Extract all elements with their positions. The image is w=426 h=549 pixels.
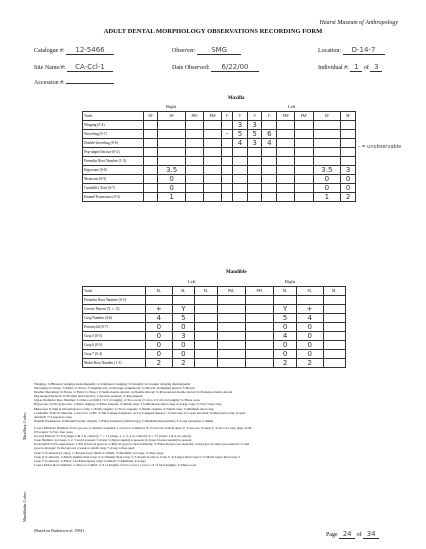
maxilla-score-cell[interactable]: [222, 148, 233, 157]
maxilla-score-cell[interactable]: [185, 157, 203, 166]
code-line: groove stronger; 6=2nd groove a weak or small cusp; 7=Cusp w/free apex: [34, 446, 135, 451]
site-value[interactable]: CA-Ccl-1: [67, 63, 113, 72]
code-line: Winging: 1=Bilateral winging mesiolingually; 2=Unilateral winging; 3=Straight; 4=Counter winging distolingually: [34, 382, 191, 386]
mandible-score-cell[interactable]: +: [146, 305, 173, 314]
individual-label: Individual #:: [318, 65, 349, 71]
maxilla-score-cell[interactable]: [277, 157, 295, 166]
maxilla-score-cell[interactable]: [158, 121, 186, 130]
maxilla-header-row: [83, 112, 356, 121]
mandible-score-cell[interactable]: 0: [172, 350, 194, 359]
mandible-row-label: Protostylid (0-7): [83, 323, 146, 332]
mandible-score-cell[interactable]: 0: [274, 323, 296, 332]
mandible-col-header: M₃: [323, 287, 345, 296]
maxilla-score-cell[interactable]: [204, 148, 222, 157]
maxilla-score-cell[interactable]: 4: [233, 139, 248, 148]
date-field: [172, 63, 259, 72]
maxillary-codes: [34, 382, 246, 423]
mandible-score-cell[interactable]: 0: [146, 332, 173, 341]
table-row: [83, 193, 356, 202]
maxilla-score-cell[interactable]: 0: [313, 184, 341, 193]
maxilla-row-label: Hypocone (0-6): [83, 166, 144, 175]
code-line: Cusp 5: 0=Absent (4 only); 1=Present/very small; 2=Small; 3=Medium; 4=Large; 5=Very large: [34, 450, 164, 455]
mandible-score-cell[interactable]: Y: [274, 305, 296, 314]
mandible-score-cell[interactable]: 0: [146, 341, 173, 350]
maxilla-col-header: I¹: [247, 112, 262, 121]
maxilla-score-cell[interactable]: [313, 130, 341, 139]
maxilla-score-cell[interactable]: [341, 139, 356, 148]
code-line: Groove Pattern: Y=Y4 (cusps 2 & 3 in contact); + = +4 (cusps 1, 2, 3, 4 in contact); X = +5 (cusps 1 & 4 in contact): [34, 434, 192, 439]
table-row: [83, 157, 356, 166]
table-row: [83, 175, 356, 184]
date-value[interactable]: 6/22/00: [211, 63, 259, 72]
maxilla-row-label: Enamel Extensions (0-3): [83, 193, 144, 202]
mandible-score-cell[interactable]: 0: [296, 350, 323, 359]
maxilla-score-cell[interactable]: [158, 148, 186, 157]
maxilla-score-cell[interactable]: [277, 139, 295, 148]
maxilla-score-cell[interactable]: [144, 184, 158, 193]
code-line: Cusp Number: 4=Cusps 1, 2, 3 and 4 present; 5=Cusp 5 (hypoconulid) is present; 6=Cusp 6 (entoconulid) is present: [34, 438, 192, 443]
maxilla-score-cell[interactable]: [313, 121, 341, 130]
individual-total[interactable]: 3: [370, 63, 382, 72]
maxilla-score-cell[interactable]: [341, 121, 356, 130]
maxilla-score-cell[interactable]: -: [222, 130, 233, 139]
code-line: Carabelli's Trait: 0=Smooth; 1=Groove; 2=Pit; 3=Sm Y-shaped depress.; 4=Lg Y-shaped depress.; 5=Sm cusp w/o apex attached; 6=Med-sized cusp w/apex: [34, 410, 246, 415]
maxilla-title: Maxilla: [228, 96, 245, 101]
maxilla-score-cell[interactable]: [277, 193, 295, 202]
mandible-score-cell[interactable]: [245, 332, 273, 341]
code-line: Cusp 7: 0=Absent; 1=Faint; 1A=Faint tipless cusp; 2=Small; 3=Medium; 4=Large: [34, 458, 146, 463]
maxilla-side-note: - = unobservable: [358, 144, 402, 150]
mandible-score-cell[interactable]: [296, 296, 323, 305]
maxilla-score-cell[interactable]: [295, 121, 313, 130]
mandible-col-header: Tooth: [83, 287, 146, 296]
maxilla-score-cell[interactable]: [204, 139, 222, 148]
mandible-score-cell[interactable]: 4: [296, 314, 323, 323]
table-row: [83, 121, 356, 130]
maxilla-score-cell[interactable]: [341, 157, 356, 166]
maxilla-score-cell[interactable]: [262, 121, 277, 130]
maxilla-score-cell[interactable]: [144, 139, 158, 148]
maxilla-score-cell[interactable]: 1: [158, 193, 186, 202]
maxilla-score-cell[interactable]: [295, 166, 313, 175]
mandible-score-cell[interactable]: [245, 350, 273, 359]
code-line: Hypocone: 0=No hypocone; 1=Faint ridging; 2=Faint cuspule; 3=Small cusp; 3.5=Moderate-sized cusp; 4=Large cusp; 5=Very large cusp: [34, 402, 222, 407]
maxilla-score-cell[interactable]: [144, 148, 158, 157]
mandible-score-cell[interactable]: [217, 305, 245, 314]
mandible-row-label: Cusp 6 (0-5): [83, 341, 146, 350]
maxilla-score-cell[interactable]: [204, 175, 222, 184]
mandible-score-cell[interactable]: [217, 350, 245, 359]
maxilla-score-cell[interactable]: [295, 130, 313, 139]
code-line: Lower Molar Root Number: 1=One root (bifid <1/3 of length); 2=Two roots (>1/4 to 1/3 of total length); 3=Three roots: [34, 462, 197, 467]
mandible-score-cell[interactable]: [172, 296, 194, 305]
maxilla-score-cell[interactable]: [144, 130, 158, 139]
maxilla-score-cell[interactable]: 3: [233, 121, 248, 130]
mandible-row-label: Groove Pattern (Y, +, X): [83, 305, 146, 314]
code-line: Peg-shaped Incisors: 0=Normal sized incisor; 1=Incisor reduced; 2=Peg-shaped: [34, 394, 143, 399]
maxilla-score-cell[interactable]: [262, 184, 277, 193]
mandible-row-label: Cusp Number (4-6): [83, 314, 146, 323]
table-row: [83, 314, 346, 323]
maxilla-score-cell[interactable]: [313, 139, 341, 148]
mandible-score-cell[interactable]: +: [296, 305, 323, 314]
maxilla-row-label: Metacone (0-5): [83, 175, 144, 184]
maxilla-score-cell[interactable]: 0: [341, 184, 356, 193]
mandible-title: Mandible: [226, 270, 247, 275]
maxilla-score-cell[interactable]: 4: [262, 139, 277, 148]
maxilla-left-label: Left: [288, 104, 296, 109]
individual-value[interactable]: 1: [350, 63, 362, 72]
mandible-col-header: M₂: [172, 287, 194, 296]
maxilla-score-cell[interactable]: [222, 139, 233, 148]
maxilla-score-cell[interactable]: [204, 193, 222, 202]
mandible-score-cell[interactable]: [323, 314, 345, 323]
table-row: [83, 130, 356, 139]
maxilla-col-header: M¹: [313, 112, 341, 121]
maxilla-score-cell[interactable]: [295, 175, 313, 184]
maxilla-score-cell[interactable]: [247, 184, 262, 193]
mandible-col-header: M₃: [146, 287, 173, 296]
code-line: attached; 7=Large free cusp: [34, 414, 72, 419]
maxilla-col-header: M²: [144, 112, 158, 121]
mandible-row-label: Cusp 7 (0-4): [83, 350, 146, 359]
maxilla-score-cell[interactable]: [144, 193, 158, 202]
mandible-header-row: [83, 287, 346, 296]
maxilla-score-cell[interactable]: 2: [341, 193, 356, 202]
maxilla-score-cell[interactable]: 0: [341, 175, 356, 184]
mandible-left-label: Left: [188, 279, 196, 284]
maxilla-score-cell[interactable]: [144, 157, 158, 166]
observer-label: Observer:: [172, 48, 196, 54]
maxilla-row-label: Shoveling (0-7): [83, 130, 144, 139]
mandible-col-header: M₂: [296, 287, 323, 296]
accession-label: Accession #:: [34, 80, 65, 86]
maxilla-score-cell[interactable]: [144, 121, 158, 130]
mandible-score-cell[interactable]: [217, 332, 245, 341]
maxilla-score-cell[interactable]: [295, 139, 313, 148]
mandible-score-cell[interactable]: 2: [296, 359, 323, 368]
maxilla-score-cell[interactable]: [158, 157, 186, 166]
accession-value[interactable]: [66, 83, 114, 84]
maxilla-row-label: Premolar Root Number (1-3): [83, 157, 144, 166]
site-field: [34, 63, 113, 72]
page-value[interactable]: 24: [339, 530, 355, 539]
mandible-score-cell[interactable]: [323, 332, 345, 341]
maxilla-row-label: Peg-shaped Incisor (0-2): [83, 148, 144, 157]
mandible-score-cell[interactable]: [323, 305, 345, 314]
maxilla-score-cell[interactable]: [247, 193, 262, 202]
maxilla-col-header: PM²: [295, 112, 313, 121]
maxilla-col-header: M²: [341, 112, 356, 121]
maxilla-score-cell[interactable]: [262, 166, 277, 175]
maxilla-col-header: I¹: [233, 112, 248, 121]
code-line: Upper Premolar Root Number: 1=One root (bifid <1/3 of length); 2=Two roots (>1/4 to 1/3 of total length); 3=Three roots: [34, 398, 200, 403]
mandible-score-cell[interactable]: [274, 296, 296, 305]
code-line: Protostylid: 0=No expression; 1=Pit in buccal groove; 2=Buccal groove curved distally; 3=Faint 2nd groove mesially; 4=2nd groove more pronounced; 5=2nd: [34, 442, 250, 447]
maxilla-col-header: I²: [222, 112, 233, 121]
mandible-score-cell[interactable]: 4: [146, 314, 173, 323]
code-line: Shoveling: 0=None; 1=Faint; 2=Trace; 3=Semishovel; 4=Stronger semishovel; 5=Shovel; 6=Marked shovel; 7=Barrel: [34, 386, 195, 391]
mandible-score-cell[interactable]: [195, 359, 217, 368]
code-line: Lower PM Root Number: 0=No groove or shallow/rounded; 1=Groove w/shallow V; 2=Groove w/mod deep V; 3=Groove w/deep V; 4=Groove very deep on M: [34, 426, 252, 430]
table-row: [83, 305, 346, 314]
table-row: [83, 296, 346, 305]
mandibular-codes-label: Mandibular Codes:: [22, 491, 27, 522]
mandible-score-cell[interactable]: [245, 296, 273, 305]
mandible-score-cell[interactable]: [195, 323, 217, 332]
maxilla-score-cell[interactable]: [185, 139, 203, 148]
code-line: Cusp 6: 0=Absent; 1=Much smaller than Cusp 5; 2=Smaller than Cusp 5; 3=Equal in size to Cusp 5; 4=Larger than Cusp 5; 5=Much larger than Cusp 5: [34, 454, 240, 459]
maxilla-score-cell[interactable]: [185, 121, 203, 130]
maxilla-score-cell[interactable]: [313, 148, 341, 157]
mandible-score-cell[interactable]: [217, 323, 245, 332]
maxilla-score-cell[interactable]: 5: [233, 130, 248, 139]
catalogue-value[interactable]: 12-5466: [66, 46, 114, 55]
mandible-score-cell[interactable]: Y: [172, 305, 194, 314]
mandible-score-cell[interactable]: [217, 314, 245, 323]
maxillary-codes-label: Maxillary Codes:: [22, 412, 27, 440]
maxilla-score-cell[interactable]: 3: [341, 166, 356, 175]
maxilla-score-cell[interactable]: [341, 148, 356, 157]
mandible-score-cell[interactable]: 0: [274, 341, 296, 350]
mandible-col-header: M₁: [274, 287, 296, 296]
maxilla-score-cell[interactable]: [222, 166, 233, 175]
maxilla-score-cell[interactable]: [295, 148, 313, 157]
catalogue-field: [34, 46, 114, 55]
maxilla-col-header: PM¹: [277, 112, 295, 121]
mandible-score-cell[interactable]: [245, 314, 273, 323]
code-line: Double Shoveling: 0=None; 1=Faint; 2=Trace; 3=Semi-double shovel; 4=Double shovel; 5=Pronounced double shovel; 6=Extreme double shovel: [34, 390, 233, 395]
mandible-col-header: PM₂: [217, 287, 245, 296]
maxilla-score-cell[interactable]: 6: [262, 130, 277, 139]
maxilla-score-cell[interactable]: [185, 184, 203, 193]
mandible-score-cell[interactable]: [217, 296, 245, 305]
table-row: [83, 139, 356, 148]
maxilla-score-cell[interactable]: [204, 184, 222, 193]
mandible-score-cell[interactable]: [217, 341, 245, 350]
date-label: Date Observed:: [172, 65, 210, 71]
maxilla-score-cell[interactable]: [222, 121, 233, 130]
maxilla-score-cell[interactable]: [158, 130, 186, 139]
mandible-score-cell[interactable]: [245, 305, 273, 314]
maxilla-score-cell[interactable]: 1: [313, 193, 341, 202]
maxilla-score-cell[interactable]: [277, 121, 295, 130]
maxilla-row-label: Double-shoveling (0-6): [83, 139, 144, 148]
mandible-score-cell[interactable]: [323, 323, 345, 332]
maxilla-score-cell[interactable]: [277, 166, 295, 175]
accession-field: [34, 80, 114, 86]
mandible-score-cell[interactable]: 2: [146, 359, 173, 368]
maxilla-score-cell[interactable]: [204, 166, 222, 175]
table-row: [83, 341, 346, 350]
maxilla-score-cell[interactable]: [222, 157, 233, 166]
form-title: ADULT DENTAL MORPHOLOGY OBSERVATIONS RECORDING FORM: [103, 28, 323, 35]
maxilla-score-cell[interactable]: [341, 130, 356, 139]
page-field: [326, 530, 379, 539]
museum-name: Hearst Museum of Anthropology: [319, 20, 398, 26]
observer-field: [172, 46, 241, 55]
maxilla-score-cell[interactable]: [247, 166, 262, 175]
citation: (Based on Buikstra et al. 1994): [34, 528, 84, 533]
maxilla-right-label: Right: [166, 104, 177, 109]
mandible-col-header: M₁: [195, 287, 217, 296]
maxilla-col-header: PM¹: [204, 112, 222, 121]
table-row: [83, 350, 346, 359]
mandible-score-cell[interactable]: 5: [172, 314, 194, 323]
table-row: [83, 184, 356, 193]
maxilla-score-cell[interactable]: [233, 193, 248, 202]
maxilla-score-cell[interactable]: [295, 193, 313, 202]
table-row: [83, 323, 346, 332]
mandible-score-cell[interactable]: [195, 341, 217, 350]
mandible-score-cell[interactable]: 5: [274, 314, 296, 323]
maxilla-score-cell[interactable]: 0: [158, 175, 186, 184]
maxilla-col-header: M¹: [158, 112, 186, 121]
individual-of: of: [363, 65, 369, 71]
maxilla-score-cell[interactable]: [144, 166, 158, 175]
mandible-score-cell[interactable]: 0: [296, 332, 323, 341]
table-row: [83, 166, 356, 175]
maxilla-score-cell[interactable]: [262, 193, 277, 202]
mandible-score-cell[interactable]: [146, 296, 173, 305]
maxilla-score-cell[interactable]: [247, 148, 262, 157]
mandible-score-cell[interactable]: [323, 359, 345, 368]
maxilla-score-cell[interactable]: 5: [247, 130, 262, 139]
mandible-score-cell[interactable]: 0: [146, 323, 173, 332]
maxilla-score-cell[interactable]: [204, 121, 222, 130]
maxilla-score-cell[interactable]: [295, 184, 313, 193]
maxilla-col-header: I²: [262, 112, 277, 121]
maxilla-score-cell[interactable]: [233, 148, 248, 157]
mandible-score-cell[interactable]: [195, 332, 217, 341]
maxilla-score-cell[interactable]: [185, 130, 203, 139]
site-label: Site Name/#:: [34, 65, 66, 71]
mandible-score-cell[interactable]: [323, 296, 345, 305]
maxilla-score-cell[interactable]: [233, 157, 248, 166]
code-line: Enamel Extensions: 0=Enamel border straight; 1=Faint extension (1mm long); 2=Medium-sized (2mm); 3=Long extension (>4mm): [34, 418, 214, 423]
mandible-score-cell[interactable]: 4: [274, 332, 296, 341]
mandible-score-cell[interactable]: 0: [146, 350, 173, 359]
maxilla-score-cell[interactable]: [185, 148, 203, 157]
catalogue-label: Catalogue #:: [34, 48, 65, 54]
maxilla-score-cell[interactable]: 3: [247, 121, 262, 130]
table-row: [83, 332, 346, 341]
maxilla-score-cell[interactable]: [204, 130, 222, 139]
mandible-score-cell[interactable]: 3: [172, 332, 194, 341]
maxilla-score-cell[interactable]: 3: [247, 139, 262, 148]
mandible-score-cell[interactable]: [195, 350, 217, 359]
maxilla-score-cell[interactable]: [185, 193, 203, 202]
mandible-score-cell[interactable]: [217, 359, 245, 368]
maxilla-score-cell[interactable]: [262, 157, 277, 166]
maxilla-score-cell[interactable]: [247, 157, 262, 166]
maxilla-score-cell[interactable]: [277, 148, 295, 157]
mandible-row-label: Molar Root Number (1-3): [83, 359, 146, 368]
maxilla-score-cell[interactable]: [158, 139, 186, 148]
maxilla-score-cell[interactable]: 3.5: [158, 166, 186, 175]
mandibular-codes: [34, 426, 251, 467]
maxilla-score-cell[interactable]: [277, 175, 295, 184]
mandible-table: [82, 286, 346, 368]
maxilla-table: [82, 111, 356, 202]
maxilla-score-cell[interactable]: [204, 157, 222, 166]
maxilla-col-header: PM²: [185, 112, 203, 121]
page-label: Page: [326, 532, 338, 538]
mandible-score-cell[interactable]: [245, 341, 273, 350]
mandible-score-cell[interactable]: [195, 305, 217, 314]
mandible-score-cell[interactable]: [323, 341, 345, 350]
mandible-score-cell[interactable]: 0: [296, 323, 323, 332]
maxilla-score-cell[interactable]: [222, 175, 233, 184]
table-row: [83, 359, 346, 368]
page-of: of: [356, 532, 362, 538]
maxilla-score-cell[interactable]: [185, 166, 203, 175]
mandible-col-header: PM₁: [245, 287, 273, 296]
maxilla-score-cell[interactable]: 0: [313, 175, 341, 184]
mandible-score-cell[interactable]: 0: [172, 323, 194, 332]
mandible-score-cell[interactable]: 0: [172, 341, 194, 350]
maxilla-score-cell[interactable]: [222, 184, 233, 193]
maxilla-score-cell[interactable]: [295, 157, 313, 166]
location-value[interactable]: D-14-7: [343, 46, 385, 55]
observer-value[interactable]: SMG: [197, 46, 241, 55]
location-label: Location:: [318, 48, 341, 54]
mandible-score-cell[interactable]: [245, 323, 273, 332]
maxilla-score-cell[interactable]: 0: [158, 184, 186, 193]
mandible-score-cell[interactable]: [195, 314, 217, 323]
maxilla-score-cell[interactable]: [185, 175, 203, 184]
maxilla-score-cell[interactable]: [233, 166, 248, 175]
maxilla-score-cell[interactable]: [222, 193, 233, 202]
table-row: [83, 148, 356, 157]
maxilla-score-cell[interactable]: [262, 175, 277, 184]
code-line: Metacone: 0=Site is smooth/groove only; 1=Faint cuspule; 2=Trace cuspule; 3=Small cuspule; 4=Small cusp; 5=Medium sized cusp: [34, 406, 214, 411]
mandible-score-cell[interactable]: 0: [296, 341, 323, 350]
maxilla-row-label: Carabelli's Trait (0-7): [83, 184, 144, 193]
maxilla-score-cell[interactable]: [277, 184, 295, 193]
mandible-right-label: Right: [285, 279, 296, 284]
mandible-score-cell[interactable]: 2: [172, 359, 194, 368]
location-field: [318, 46, 385, 55]
code-line: D borders; 5=Two free roots: [34, 430, 73, 435]
maxilla-score-cell[interactable]: 3.5: [313, 166, 341, 175]
maxilla-score-cell[interactable]: [262, 148, 277, 157]
maxilla-score-cell[interactable]: [277, 130, 295, 139]
page-total[interactable]: 34: [363, 530, 379, 539]
mandible-score-cell[interactable]: 2: [274, 359, 296, 368]
maxilla-score-cell[interactable]: [247, 175, 262, 184]
mandible-row-label: Premolar Root Number (0-5): [83, 296, 146, 305]
maxilla-score-cell[interactable]: [313, 157, 341, 166]
mandible-row-label: Cusp 5 (0-5): [83, 332, 146, 341]
mandible-score-cell[interactable]: 0: [274, 350, 296, 359]
individual-field: [318, 63, 382, 72]
maxilla-row-label: Winging (0-4): [83, 121, 144, 130]
mandible-score-cell[interactable]: [195, 296, 217, 305]
maxilla-score-cell[interactable]: [144, 175, 158, 184]
maxilla-col-header: Tooth: [83, 112, 144, 121]
maxilla-score-cell[interactable]: [233, 175, 248, 184]
maxilla-score-cell[interactable]: [233, 184, 248, 193]
mandible-score-cell[interactable]: [245, 359, 273, 368]
mandible-score-cell[interactable]: [323, 350, 345, 359]
